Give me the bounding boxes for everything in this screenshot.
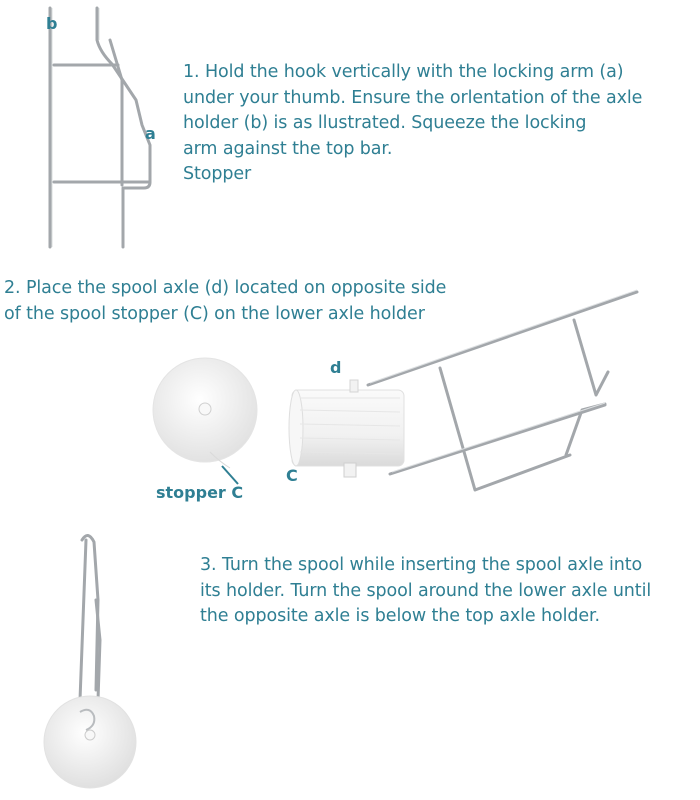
step-1-line: arm against the top bar. (183, 138, 393, 159)
step-1-line: under your thumb. Ensure the orlentation of the axle (183, 87, 643, 108)
step-1-line: holder (b) is as llustrated. Squeeze the locking (183, 113, 587, 133)
step-1-line: Stopper (183, 164, 252, 184)
label-c: C (286, 466, 298, 485)
step-2-line: of the spool stopper (C) on the lower axle holder (4, 303, 425, 324)
label-stopper-c: stopper C (156, 483, 244, 502)
step-3-line: 3. Turn the spool while inserting the spool axle into (200, 555, 643, 575)
stopper-disc-mounted (44, 696, 136, 788)
step-2-line: 2. Place the spool axle (d) located on opposite side (4, 278, 447, 298)
step-3-line: its holder. Turn the spool around the lower axle until (200, 580, 652, 601)
label-a: a (145, 124, 156, 143)
label-d: d (330, 358, 342, 377)
step-3-line: the opposite axle is below the top axle holder. (200, 606, 600, 626)
step-1-line: 1. Hold the hook vertically with the locking arm (a) (183, 62, 624, 82)
label-b: b (46, 14, 58, 33)
